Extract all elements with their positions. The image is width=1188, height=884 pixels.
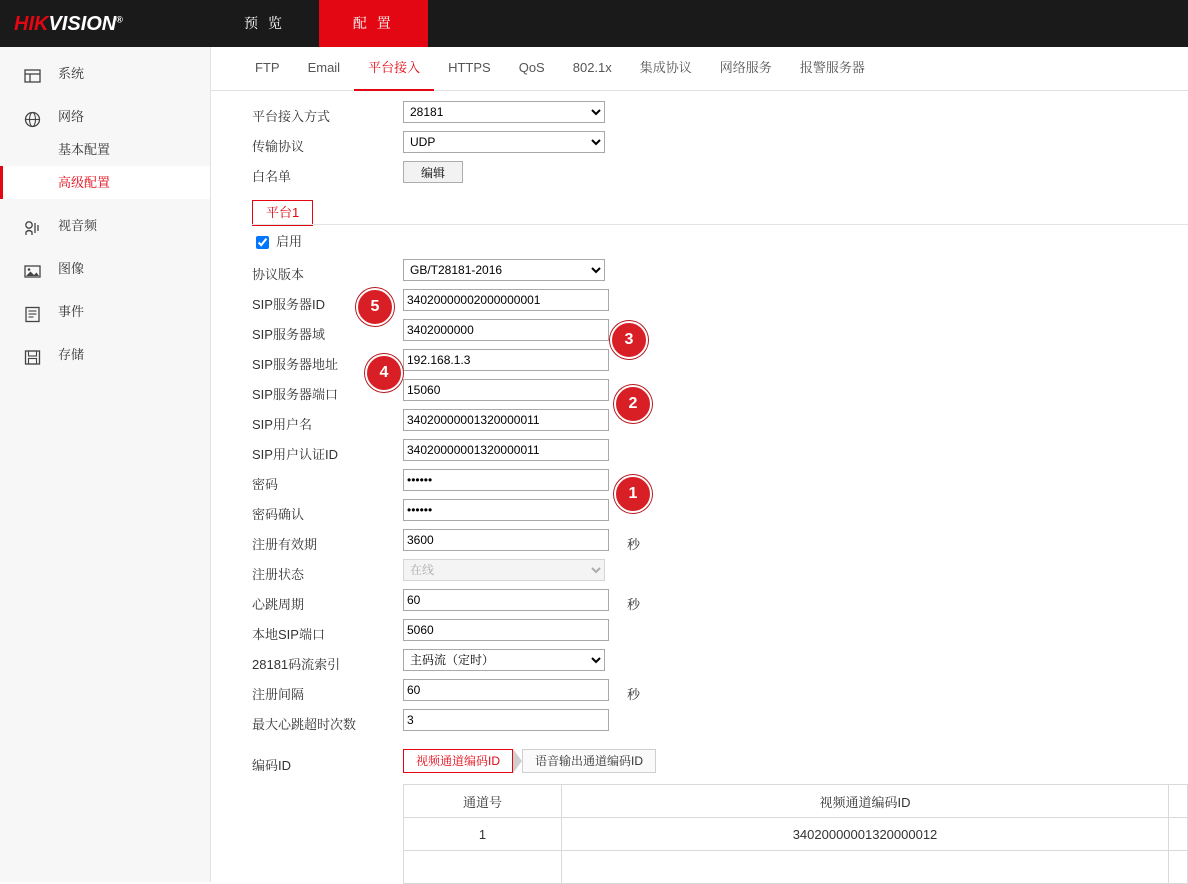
field-label: SIP用户名	[252, 417, 312, 432]
access-mode-select[interactable]	[403, 101, 605, 123]
table-header-row	[404, 785, 1188, 818]
field-label: SIP服务器ID	[252, 297, 325, 312]
tab-https[interactable]: HTTPS	[448, 60, 491, 75]
platform-tab-row	[211, 191, 1188, 229]
sidebar-item-video-audio[interactable]	[0, 210, 210, 242]
cell-channel: 1	[404, 818, 562, 851]
field-heartbeat-cycle	[211, 589, 1188, 619]
tab-platform-access[interactable]: 平台接入	[354, 47, 434, 91]
sip-server-domain-input[interactable]	[403, 319, 609, 341]
local-sip-port-input[interactable]	[403, 619, 609, 641]
table-header-channel: 通道号	[404, 785, 562, 818]
globe-icon	[24, 108, 41, 125]
sidebar-item-label: 图像	[58, 261, 85, 276]
tab-separator-arrow-icon	[513, 749, 522, 773]
callout-2: 2	[614, 385, 652, 423]
cell-encode-id: 34020000001320000012	[562, 818, 1169, 851]
top-bar	[0, 0, 1188, 47]
enable-row	[211, 229, 1188, 259]
field-transport-protocol	[211, 131, 1188, 161]
field-label: SIP服务器端口	[252, 387, 338, 402]
stream-index-select[interactable]	[403, 649, 605, 671]
tab-bar	[211, 47, 1188, 91]
tab-video-channel-encode-id[interactable]: 视频通道编码ID	[403, 749, 513, 773]
field-register-valid-period	[211, 529, 1188, 559]
cell-blank	[1169, 818, 1188, 851]
image-icon	[24, 260, 41, 277]
table-row[interactable]	[404, 851, 1188, 884]
field-label: 密码确认	[252, 507, 305, 522]
callout-1: 1	[614, 475, 652, 513]
platform-1-tab[interactable]: 平台1	[252, 200, 313, 226]
field-label: 28181码流索引	[252, 657, 341, 672]
max-heartbeat-timeout-input[interactable]	[403, 709, 609, 731]
field-sip-username	[211, 409, 1188, 439]
event-icon	[24, 303, 41, 320]
field-label: 传输协议	[252, 139, 305, 154]
whitelist-edit-button[interactable]: 编辑	[403, 161, 463, 183]
field-password	[211, 469, 1188, 499]
field-whitelist	[211, 161, 1188, 191]
encode-id-table-wrap	[211, 784, 1188, 884]
field-label: 注册间隔	[252, 687, 305, 702]
tab-ftp[interactable]: FTP	[255, 60, 280, 75]
sidebar-item-system[interactable]	[0, 58, 210, 90]
enable-label: 启用	[276, 234, 303, 249]
heartbeat-cycle-input[interactable]	[403, 589, 609, 611]
unit-label: 秒	[627, 597, 641, 612]
field-label: 注册状态	[252, 567, 305, 582]
sidebar-item-storage[interactable]	[0, 339, 210, 371]
sip-server-address-input[interactable]	[403, 349, 609, 371]
field-label: 本地SIP端口	[252, 627, 325, 642]
sidebar	[0, 47, 211, 882]
field-label: 密码	[252, 477, 279, 492]
callout-3: 3	[610, 321, 648, 359]
field-protocol-version	[211, 259, 1188, 289]
cell-channel	[404, 851, 562, 884]
field-max-heartbeat-timeout	[211, 709, 1188, 739]
field-password-confirm	[211, 499, 1188, 529]
tab-audio-output-channel-encode-id[interactable]: 语音输出通道编码ID	[522, 749, 656, 773]
sip-username-input[interactable]	[403, 409, 609, 431]
top-nav-preview[interactable]: 预 览	[244, 15, 285, 31]
sip-server-port-input[interactable]	[403, 379, 609, 401]
video-audio-icon	[24, 217, 41, 234]
field-label: 注册有效期	[252, 537, 318, 552]
encode-id-table	[403, 784, 1188, 884]
transport-protocol-select[interactable]	[403, 131, 605, 153]
field-sip-server-domain	[211, 319, 1188, 349]
sidebar-item-network[interactable]	[0, 101, 210, 133]
storage-icon	[24, 346, 41, 363]
field-label: SIP服务器地址	[252, 357, 338, 372]
sidebar-item-label: 事件	[58, 304, 85, 319]
logo-vision: VISION	[48, 13, 117, 35]
encode-id-row	[211, 744, 1188, 784]
field-label: 协议版本	[252, 267, 305, 282]
tab-email[interactable]: Email	[307, 60, 341, 75]
callout-5: 5	[356, 288, 394, 326]
field-register-status	[211, 559, 1188, 589]
table-header-blank	[1169, 785, 1188, 818]
password-confirm-input[interactable]	[403, 499, 609, 521]
table-header-encode-id: 视频通道编码ID	[562, 785, 1169, 818]
tab-network-service[interactable]: 网络服务	[719, 60, 772, 75]
protocol-version-select[interactable]	[403, 259, 605, 281]
platform-access-form	[211, 91, 1188, 884]
field-label: SIP用户认证ID	[252, 447, 338, 462]
sidebar-item-label: 网络	[58, 109, 85, 124]
sidebar-item-event[interactable]	[0, 296, 210, 328]
sidebar-item-label: 系统	[58, 66, 85, 81]
enable-checkbox[interactable]	[256, 236, 269, 249]
sidebar-item-image[interactable]	[0, 253, 210, 285]
field-sip-auth-id	[211, 439, 1188, 469]
table-row[interactable]	[404, 818, 1188, 851]
field-stream-index	[211, 649, 1188, 679]
system-icon	[24, 65, 41, 82]
tab-8021x[interactable]: 802.1x	[572, 60, 612, 75]
encode-id-tab-bar	[403, 749, 656, 773]
cell-encode-id	[562, 851, 1169, 884]
register-interval-input[interactable]	[403, 679, 609, 701]
cell-blank	[1169, 851, 1188, 884]
callout-4: 4	[365, 354, 403, 392]
top-nav-config[interactable]: 配 置	[319, 0, 428, 47]
field-label: 最大心跳超时次数	[252, 717, 357, 732]
register-status-select	[403, 559, 605, 581]
sidebar-item-label: 存储	[58, 347, 85, 362]
field-sip-server-port	[211, 379, 1188, 409]
sip-server-id-input[interactable]	[403, 289, 609, 311]
field-local-sip-port	[211, 619, 1188, 649]
register-valid-period-input[interactable]	[403, 529, 609, 551]
sidebar-item-advanced-config[interactable]: 高级配置	[0, 166, 210, 199]
hikvision-logo	[14, 13, 123, 36]
section-divider	[252, 224, 1188, 225]
password-input[interactable]	[403, 469, 609, 491]
field-access-mode	[211, 101, 1188, 131]
unit-label: 秒	[627, 687, 641, 702]
field-label: 心跳周期	[252, 597, 305, 612]
tab-qos[interactable]: QoS	[518, 60, 545, 75]
field-register-interval	[211, 679, 1188, 709]
logo-registered-mark: ®	[116, 14, 123, 25]
field-sip-server-address	[211, 349, 1188, 379]
sidebar-item-label: 视音频	[58, 218, 98, 233]
unit-label: 秒	[627, 537, 641, 552]
sidebar-item-basic-config[interactable]: 基本配置	[58, 142, 111, 157]
tab-alarm-server[interactable]: 报警服务器	[799, 60, 865, 75]
content-panel	[211, 47, 1188, 882]
field-label: 白名单	[252, 169, 292, 184]
tab-integration-protocol[interactable]: 集成协议	[639, 60, 692, 75]
sip-auth-id-input[interactable]	[403, 439, 609, 461]
top-navigation	[210, 0, 428, 47]
logo-hik: HIK	[14, 13, 49, 35]
field-label: 平台接入方式	[252, 109, 331, 124]
field-label: 编码ID	[252, 758, 292, 773]
field-label: SIP服务器域	[252, 327, 325, 342]
